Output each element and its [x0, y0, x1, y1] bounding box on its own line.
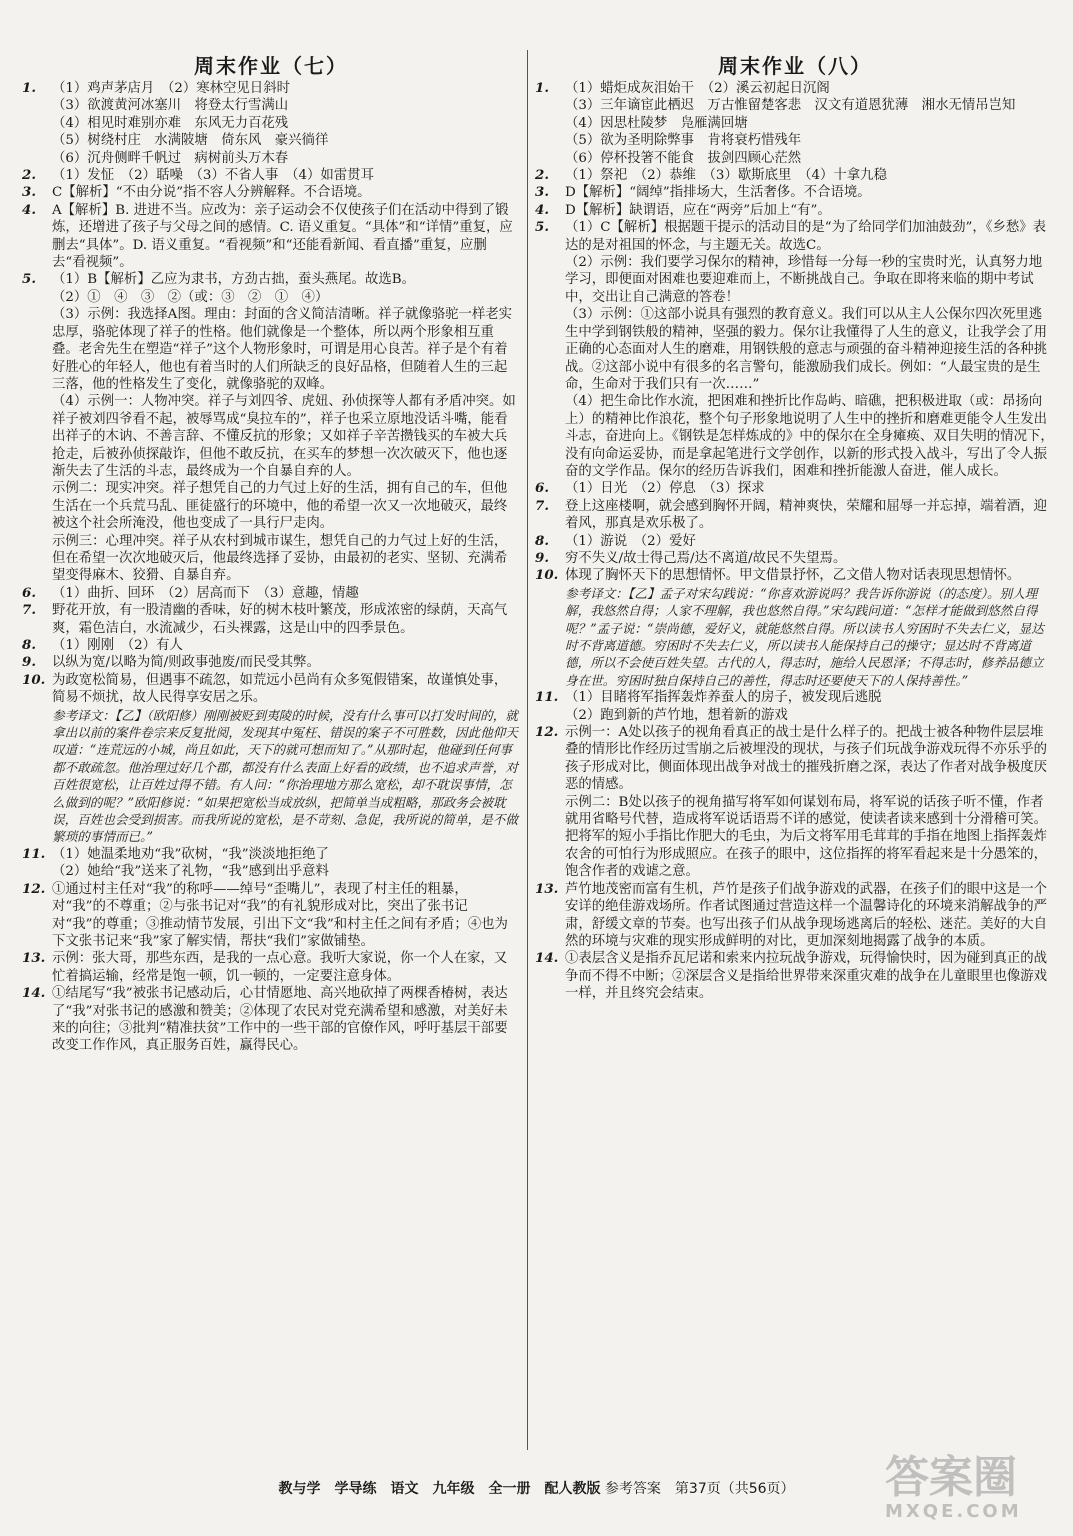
answer-line: 示例三：心理冲突。祥子从农村到城市谋生，想凭自己的力气过上好的生活，但在希望一次次地破灭后，他最终选择了妥协，由最初的老实、坚韧、充满希望变得麻木、狡猾、自暴自弃。	[52, 533, 508, 584]
answer-line: 参考译文：【乙】（欧阳修）刚刚被贬到夷陵的时候，没有什么事可以打发时间的，就拿出以前的案件卷宗来反复批阅，发现其中冤枉、错误的案子不可胜数，因此他仰天叹道：“连荒远的小城，尚且如此，天下的就可想而知了。”从那时起，他碰到任何事都不敢疏忽。他治理过好几个郡，都没有什么表面上好看的政绩，也不追求声誉，对百姓很宽松，让百姓过得不错。有人问：“你治理地方那么宽松，却不耽误事情，怎么做到的呢？”欧阳修说：“如果把宽松当成放纵，把简单当成粗略，那政务会被耽误，百姓也会受到损害。而我所说的宽松，是不苛刻、急促，我所说的简单，是不做繁琐的事情而已。”	[52, 707, 518, 845]
answer-line: （1）她温柔地劝“我”砍树，“我”淡淡地拒绝了	[52, 846, 329, 862]
answer-line: （1）曲折、回环 （2）居高而下 （3）意趣，情趣	[52, 585, 359, 601]
answer-line: （5）树绕村庄 水满陂塘 倚东风 豪兴徜徉	[52, 133, 329, 149]
answer-line: （5）欲为圣明除弊事 肯将衰朽惜残年	[565, 133, 802, 149]
answer-line: A【解析】B. 进进不当。应改为：亲子运动会不仅使孩子们在活动中得到了锻炼，还增进了孩子与父母之间的感情。C. 语义重复。“具体”和“详情”重复，应删去“具体”。D. 语义重复。“看视频”和“还能看新闻、看直播”重复，应删去“看视频”。	[52, 202, 513, 271]
answer-number: 2.	[22, 167, 36, 184]
answer-line: （3）欲渡黄河冰塞川 将登太行雪满山	[52, 98, 289, 114]
answer-line: C【解析】“不由分说”指不容人分辨解释。不合语境。	[52, 185, 371, 201]
answer-body	[565, 689, 1055, 724]
answer-body	[565, 533, 1055, 550]
answer-number: 3.	[535, 184, 549, 201]
answer-body	[52, 80, 520, 167]
answer-line: （1）鸡声茅店月 （2）寒林空见日斜时	[52, 81, 290, 96]
answer-body	[52, 672, 520, 846]
answer-number: 7.	[22, 602, 36, 619]
answer-line: （2）示例：我们要学习保尔的精神，珍惜每一分每一秒的宝贵时光，认真努力地学习，即便面对困难也要迎难而上，不断挑战自己。争取在即将来临的期中考试中，交出让自己满意的答卷！	[565, 255, 1043, 305]
answer-line: 以纵为宽/以略为简/则政事弛废/而民受其弊。	[52, 655, 320, 671]
answer-line: （3）示例：我选择A图。理由：封面的含义简洁清晰。祥子就像骆驼一样老实忠厚，骆驼体现了祥子的性格。他们就像是一个整体，所以两个形象相互重叠。老舍先生在塑造“祥子”这个人物形象时，可谓是用心良苦。祥子是个有着好胜心的年轻人，他也有着当时的人们所缺乏的良好品格，但随着人生的三起三落，他的性格发生了变化，就像骆驼的双峰。	[52, 307, 513, 392]
answer-number: 9.	[535, 549, 549, 566]
answer-line: （1）C【解析】根据题干提示的活动目的是“为了给同学们加油鼓劲”，《乡愁》表达的是对祖国的怀念，与主题无关。故选C。	[565, 220, 1047, 253]
answer-line: 野花开放，有一股清幽的香味，好的树木枝叶繁茂，形成浓密的绿荫，天高气爽，霜色洁白，水流减少，石头裸露，这是山中的四季景色。	[52, 603, 508, 636]
answer-item	[535, 567, 1055, 689]
answer-body	[565, 498, 1055, 533]
answer-body	[52, 271, 520, 584]
answer-number: 1.	[22, 80, 36, 96]
answer-item	[22, 80, 520, 167]
answer-body	[565, 550, 1055, 567]
answer-item	[22, 585, 520, 602]
answer-body	[52, 202, 520, 272]
answer-number: 11.	[535, 689, 559, 706]
answer-number: 5.	[22, 271, 36, 288]
answer-line: 芦竹地茂密而富有生机，芦竹是孩子们战争游戏的武器，在孩子们的眼中这是一个安详的绝佳游戏场所。作者试图通过营造这样一个温馨诗化的环境来消解战争的严肃，舒缓文章的节奏。也写出孩子们从战争现场逃离后的轻松、迷茫。美好的大自然的环境与灾难的现实形成鲜明的对比，更加深刻地揭露了战争的本质。	[565, 881, 1048, 949]
answer-number: 8.	[22, 637, 36, 653]
answer-item	[22, 985, 520, 1055]
answer-line: 示例二：现实冲突。祥子想凭自己的力气过上好的生活，拥有自己的车，但他生活在一个兵荒马乱、匪徒盛行的环境中，他的希望一次又一次地破灭，最终被这个社会所淹没，他也变成了一具行尸走肉。	[52, 481, 508, 532]
answer-item	[535, 689, 1055, 724]
answer-line: 体现了胸怀天下的思想情怀。甲文借景抒怀，乙文借人物对话表现思想情怀。	[565, 568, 1021, 584]
answer-line: （4）因思杜陵梦 凫雁满回塘	[565, 115, 748, 131]
left-items	[22, 80, 520, 1055]
answer-number: 14.	[535, 950, 559, 967]
answer-number: 6.	[535, 480, 549, 497]
answer-line: （1）祭祀 （2）恭维 （3）歇斯底里 （4）十拿九稳	[565, 168, 887, 184]
answer-item	[22, 654, 520, 671]
answer-body	[52, 602, 520, 637]
answer-body	[565, 724, 1055, 881]
footer-brand: 教与学 学导练 语文 九年级 全一册 配人教版	[278, 1481, 601, 1497]
answer-number: 7.	[535, 497, 549, 514]
answer-number: 2.	[535, 167, 549, 184]
left-column	[22, 50, 520, 1055]
answer-body	[565, 167, 1055, 184]
column-divider	[527, 50, 528, 1450]
left-column-title: 周末作业（七）	[194, 54, 348, 78]
answer-number: 4.	[22, 201, 36, 218]
answer-body	[565, 184, 1055, 201]
answer-line: （1）目睹将军指挥轰炸养蚕人的房子，被发现后逃脱	[565, 690, 882, 706]
answer-item	[535, 950, 1055, 1002]
answer-number: 9.	[22, 654, 36, 671]
answer-number: 5.	[535, 219, 549, 236]
answer-item	[22, 202, 520, 272]
answer-body	[565, 950, 1055, 1002]
answer-item	[22, 184, 520, 201]
answer-body	[565, 881, 1055, 951]
answer-number: 1.	[535, 80, 549, 96]
answer-number: 6.	[22, 584, 36, 601]
answer-body	[565, 219, 1055, 480]
answer-line: 为政宽松简易，但遇事不疏忽，如荒远小邑尚有众多冤假错案，故谨慎处事，简易不烦扰，故人民得享安居之乐。	[52, 672, 508, 706]
answer-line: （3）示例：①这部小说具有强烈的教育意义。我们可以从主人公保尔四次死里逃生中学到钢铁般的精神，坚强的毅力。保尔让我懂得了人生的意义，让我学会了用正确的心态面对人生的磨难，用钢铁般的意志与顽强的奋斗精神迎接生活的各种挑战。②这部小说中有很多的名言警句，能激励我们成长。例如：“人最宝贵的是生命，生命对于我们只有一次……”	[565, 307, 1048, 392]
right-column-title: 周末作业（八）	[718, 54, 872, 78]
answer-item	[535, 480, 1055, 497]
answer-body	[52, 985, 520, 1055]
answer-item	[535, 533, 1055, 550]
answer-body	[565, 480, 1055, 497]
answer-body	[52, 167, 520, 184]
answer-item	[535, 219, 1055, 480]
answer-item	[22, 271, 520, 584]
right-items	[535, 80, 1055, 1003]
answer-line: （4）相见时难别亦难 东风无力百花残	[52, 115, 289, 131]
answer-body	[565, 567, 1055, 689]
answer-line: ①结尾写“我”被张书记感动后，心甘情愿地、高兴地砍掉了两棵香椿树，表达了“我”对张书记的感激和赞美；②体现了农民对党充满希望和感激，对美好未来的向往；③批判“精准扶贫”工作中的一些干部的官僚作风，呼吁基层干部要改变工作作风，真正服务百姓，赢得民心。	[52, 986, 508, 1054]
answer-line: 参考译文：【乙】孟子对宋勾践说：“你喜欢游说吗？我告诉你游说（的态度）。别人理解，我悠然自得；人家不理解，我也悠然自得。”宋勾践问道：“怎样才能做到悠然自得呢？”孟子说：“崇尚德，爱好义，就能悠然自得。所以读书人穷困时不失去仁义，显达时不背离道德。穷困时不失去仁义，所以读书人能保持自己的操守；显达时不背离道德，所以不会使百姓失望。古代的人，得志时，施给人民恩泽；不得志时，修养品德立身在世。穷困时独自保持自己的善性，得志时还要使天下的人保持善性。”	[565, 585, 1044, 688]
answer-line: （1）游说 （2）爱好	[565, 533, 696, 549]
watermark-text: 答案圈	[885, 1452, 1017, 1503]
answer-item	[535, 80, 1055, 167]
answer-line: （1）蜡炬成灰泪始干 （2）溪云初起日沉阁	[565, 81, 830, 96]
answer-line: 登上这座楼啊，就会感到胸怀开阔，精神爽快，荣耀和屈辱一并忘掉，端着酒，迎着风，那真是欢乐极了。	[565, 498, 1048, 532]
answer-line: （4）示例一：人物冲突。祥子与刘四爷、虎妞、孙侦探等人都有矛盾冲突。如祥子被刘四爷看不起，被辱骂成“臭拉车的”，祥子也采立原地没话斗嘴，能看出祥子的木讷、不善言辞、不懂反抗的形象；又如祥子辛苦攒钱买的车被大兵抢走，后被孙侦探敲诈，但他不敢反抗，在买车的梦想一次次破灭下，他也逐渐失去了生活的斗志，最终成为一个自暴自弃的人。	[52, 394, 516, 479]
answer-item	[535, 167, 1055, 184]
answer-body	[52, 654, 520, 671]
answer-item	[22, 672, 520, 846]
answer-body	[565, 202, 1055, 219]
answer-line: （3）三年谪宦此栖迟 万古惟留楚客悲 汉文有道恩犹薄 湘水无情吊岂知	[565, 98, 1016, 114]
answer-line: （6）停杯投箸不能食 拔剑四顾心茫然	[565, 150, 802, 166]
answer-item	[22, 167, 520, 184]
answer-number: 14.	[22, 985, 46, 1002]
answer-number: 4.	[535, 201, 549, 218]
answer-number: 10.	[535, 567, 559, 584]
answer-line: （2）她给“我”送来了礼物，“我”感到出乎意料	[52, 864, 329, 880]
answer-line: ①通过村主任对“我”的称呼——绰号“歪嘴儿”，表现了村主任的粗暴，对“我”的不尊重；②与张书记对“我”的有礼貌形成对比，突出了张书记对“我”的尊重；③推动情节发展，引出下文“我”和村主任之间有矛盾；④也为下文张书记来“我”家了解实情，帮扶“我们”家做铺垫。	[52, 881, 508, 949]
answer-line: （1）日光 （2）停息 （3）探求	[565, 481, 765, 497]
answer-item	[22, 950, 520, 985]
answer-body	[52, 585, 520, 602]
answer-item	[535, 724, 1055, 881]
answer-number: 12.	[535, 724, 559, 741]
answer-number: 10.	[22, 671, 46, 688]
answer-item	[535, 881, 1055, 951]
answer-item	[535, 550, 1055, 567]
right-column	[535, 50, 1055, 1003]
answer-line: （1）B【解析】乙应为隶书，方劲古拙，蚕头燕尾。故选B。	[52, 272, 415, 288]
answer-line: D【解析】“阔绰”指排场大，生活奢侈。不合语境。	[565, 185, 871, 201]
answer-item	[22, 881, 520, 951]
answer-number: 11.	[22, 845, 46, 862]
footer-page-info: 参考答案 第37页（共56页）	[604, 1481, 795, 1497]
answer-number: 3.	[22, 184, 36, 201]
answer-line: 示例二：B处以孩子的视角描写将军如何谋划布局，将军说的话孩子听不懂，作者就用省略号代替，造成将军说话语焉不详的感觉，使读者读来感到十分滑稽可笑。把将军的短小手指比作肥大的毛虫，为后文将军用毛茸茸的手指在地图上指挥轰炸农舍的可怕行为形成照应。在孩子的眼中，这位指挥的将军看起来是十分愚笨的，饱含作者的戏谑之意。	[565, 794, 1048, 880]
answer-body	[565, 80, 1055, 167]
answer-item	[22, 637, 520, 654]
answer-line: （6）沉舟侧畔千帆过 病树前头万木春	[52, 150, 289, 166]
answer-body	[52, 184, 520, 201]
answer-body	[52, 881, 520, 951]
watermark-logo	[885, 1452, 1055, 1533]
answer-number: 13.	[535, 880, 559, 897]
answer-item	[535, 498, 1055, 533]
answer-line: （1）刚刚 （2）有人	[52, 638, 183, 653]
answer-line: （1）发怔 （2）聒噪 （3）不省人事 （4）如雷贯耳	[52, 168, 374, 184]
answer-line: （4）把生命比作水流，把困难和挫折比作岛屿、暗礁，把积极进取（或：昂扬向上）的精神比作浪花，整个句子形象地说明了人生中的挫折和磨难更能令人生发出斗志，奋进向上。《钢铁是怎样炼成的》中的保尔在全身瘫痪、双目失明的情况下，没有向命运妥协，而是拿起笔进行文学创作，以新的形式投入战斗，写出了令人振奋的文学作品。保尔的经历告诉我们，困难和挫折能激人奋进，催人成长。	[565, 394, 1054, 479]
answer-line: 示例一：A处以孩子的视角看真正的战士是什么样子的。把战士被各种物件层层堆叠的情形比作经历过雪崩之后被埋没的现状，与孩子们玩战争游戏玩得不亦乐乎的孩子形成对比，侧面体现出战争对战士的摧残折磨之深，表达了作者对战争极度厌恶的情感。	[565, 725, 1048, 793]
answer-body	[52, 950, 520, 985]
answer-line: ①表层含义是指乔瓦尼诺和索来内拉玩战争游戏，玩得愉快时，因为碰到真正的战争而不得不中断；②深层含义是指给世界带来深重灾难的战争在儿童眼里也像游戏一样，并且终究会结束。	[565, 951, 1048, 1002]
answer-item	[535, 184, 1055, 201]
answer-item	[535, 202, 1055, 219]
answer-item	[22, 846, 520, 881]
answer-number: 8.	[535, 532, 549, 549]
answer-number: 12.	[22, 880, 46, 897]
answer-item	[22, 602, 520, 637]
answer-line: D【解析】缺谓语，应在“两旁”后加上“有”。	[565, 202, 831, 218]
answer-line: 示例：张大哥，那些东西，是我的一点心意。我听大家说，你一个人在家，又忙着搞运输，经常是饱一顿，饥一顿的，一定要注意身体。	[52, 951, 508, 984]
answer-body	[52, 637, 520, 654]
answer-body	[52, 846, 520, 881]
watermark-domain: MXQE.COM	[885, 1501, 1022, 1522]
answer-number: 13.	[22, 950, 46, 967]
answer-line: （2）跑到新的芦竹地，想着新的游戏	[565, 707, 788, 723]
answer-line: （2）① ④ ③ ②（或：③ ② ① ④）	[52, 289, 329, 305]
answer-line: 穷不失义/故士得己焉/达不离道/故民不失望焉。	[565, 550, 847, 566]
